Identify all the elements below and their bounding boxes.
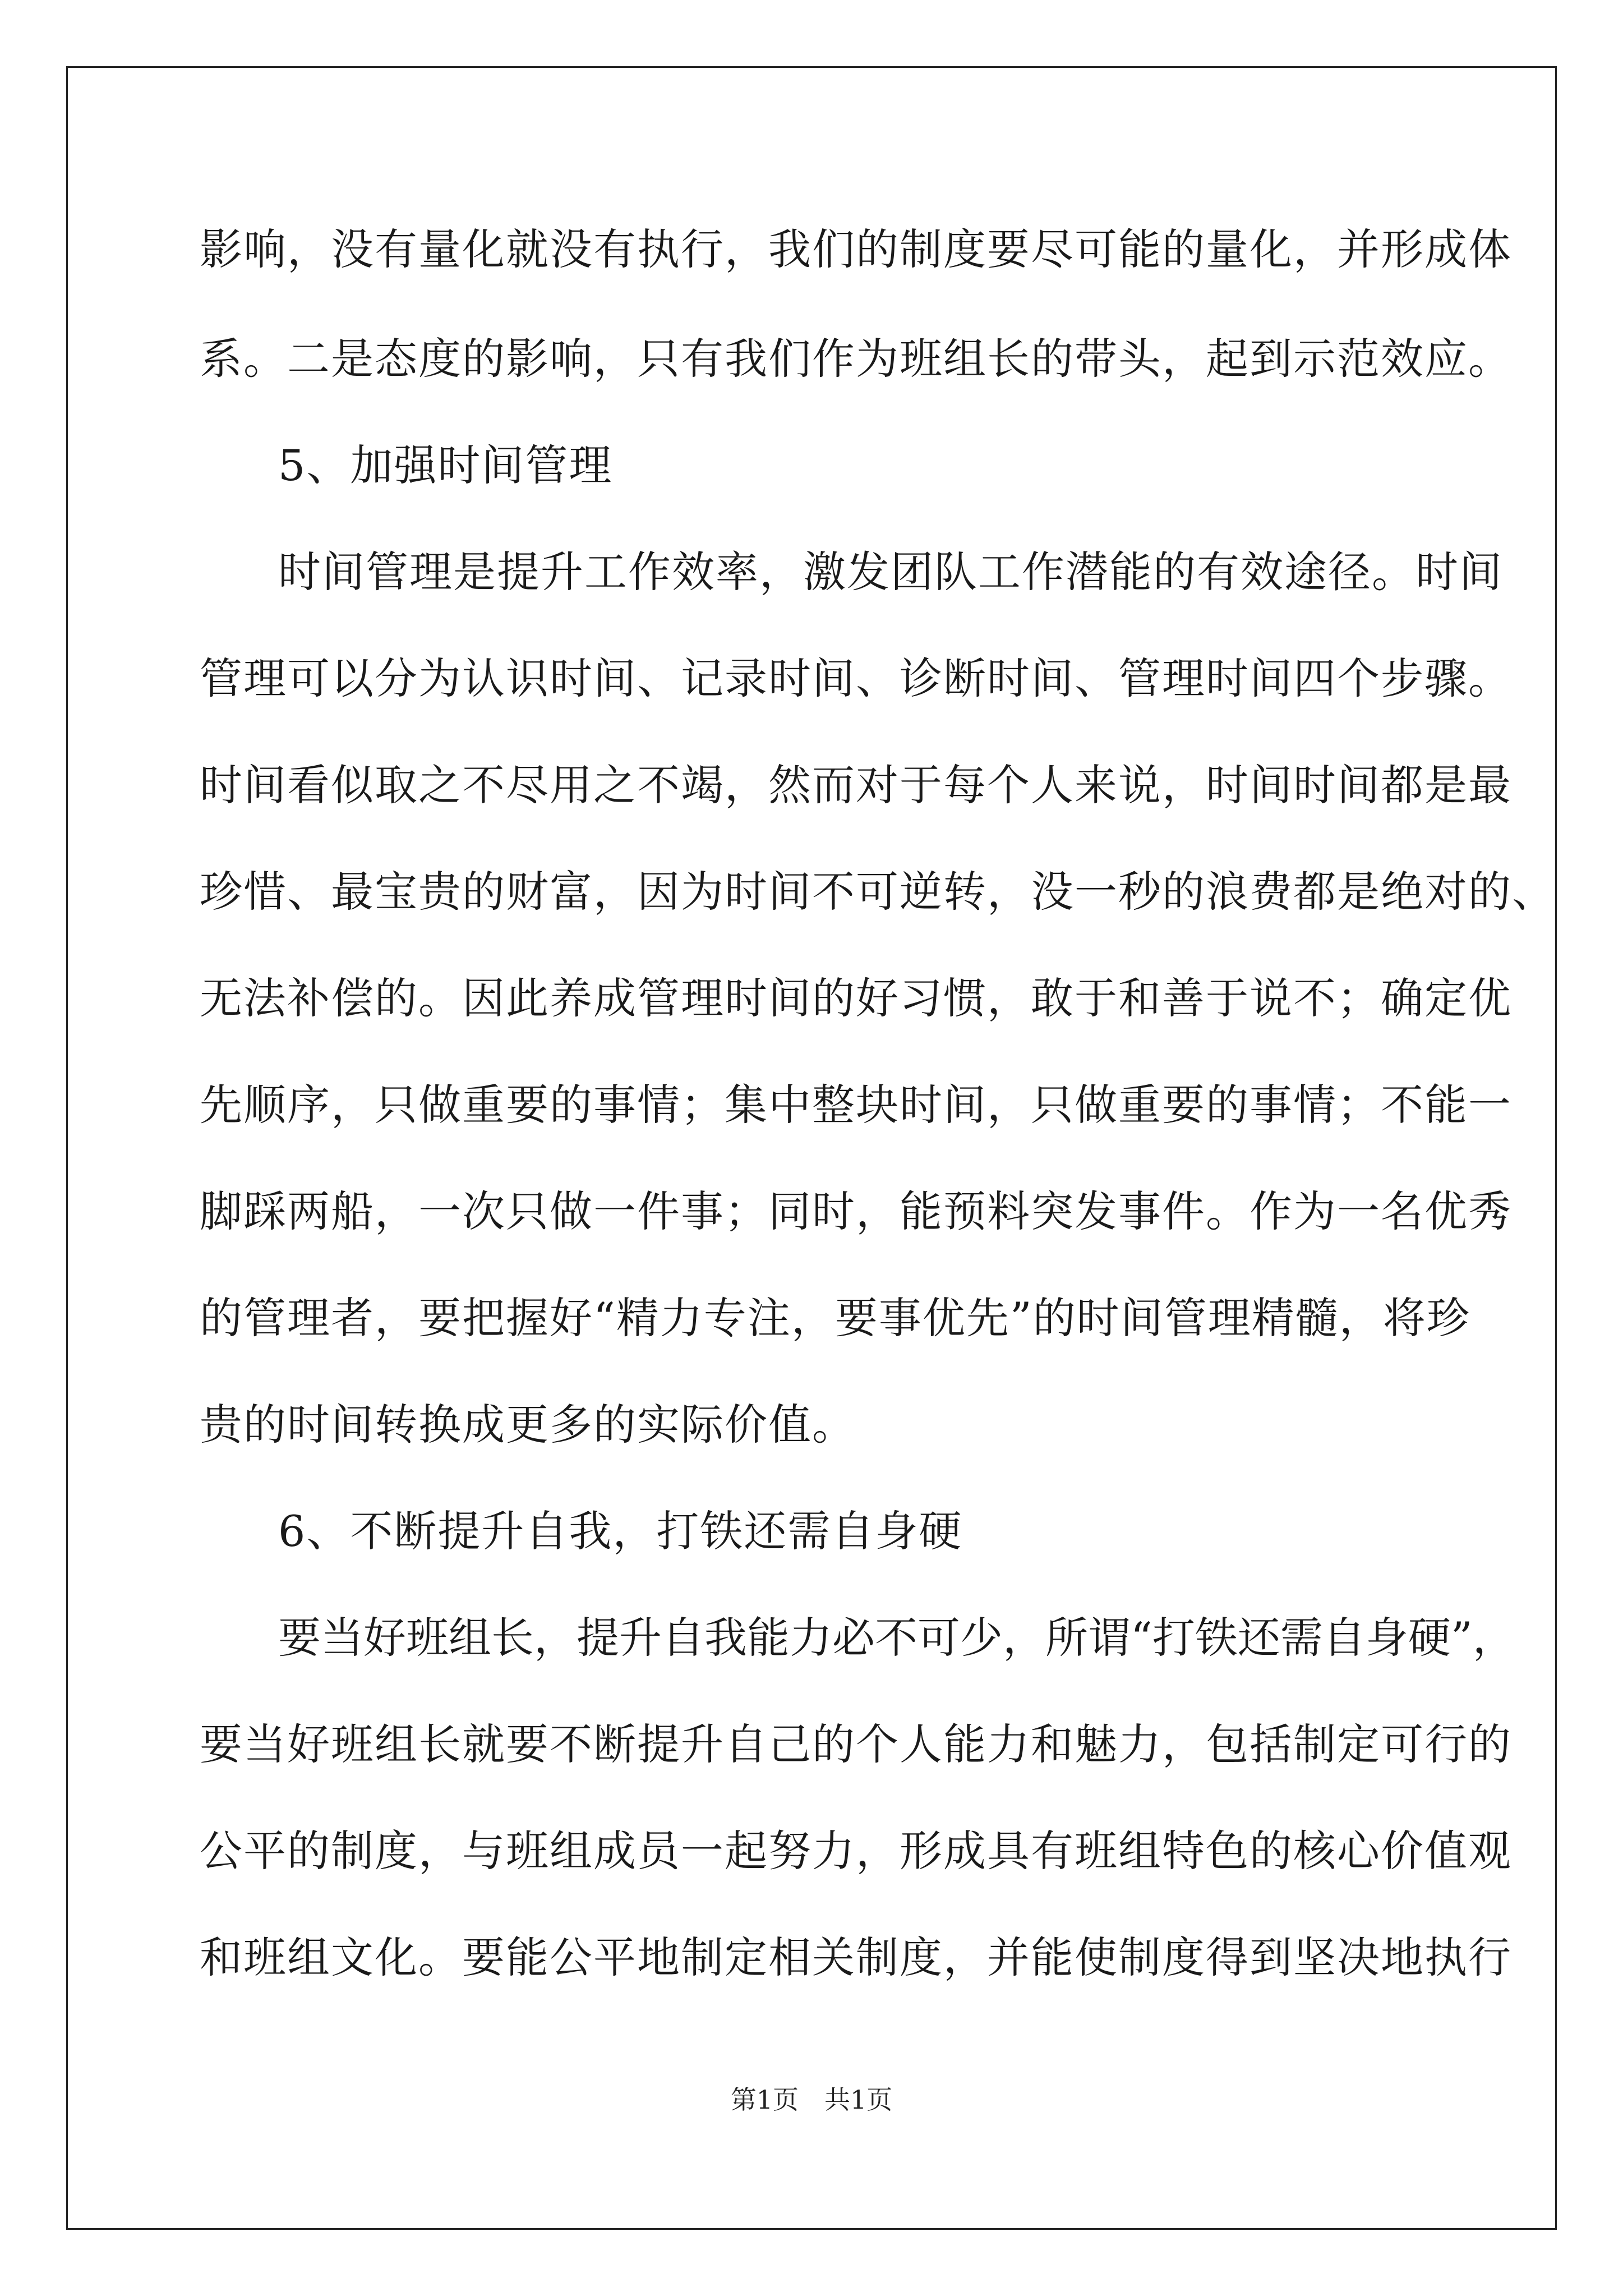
- section-heading-6: 6、不断提升自我，打铁还需自身硬: [278, 1506, 963, 1556]
- section-heading-5: 5、加强时间管理: [278, 440, 613, 490]
- paragraph-line: 的管理者，要把握好“精力专注，要事优先”的时间管理精髓，将珍: [200, 1293, 1470, 1343]
- paragraph-line: 贵的时间转换成更多的实际价值。: [200, 1400, 856, 1450]
- paragraph-line: 要当好班组长，提升自我能力必不可少，所谓“打铁还需自身硬”，: [278, 1613, 1515, 1663]
- paragraph-line: 要当好班组长就要不断提升自己的个人能力和魅力，包括制定可行的: [200, 1719, 1512, 1769]
- paragraph-line: 公平的制度，与班组成员一起努力，形成具有班组特色的核心价值观: [200, 1826, 1512, 1876]
- paragraph-line: 时间管理是提升工作效率，激发团队工作潜能的有效途径。时间: [278, 547, 1503, 597]
- paragraph-line: 脚踩两船，一次只做一件事；同时，能预料突发事件。作为一名优秀: [200, 1186, 1512, 1236]
- paragraph-line: 时间看似取之不尽用之不竭，然而对于每个人来说，时间时间都是最: [200, 760, 1512, 810]
- paragraph-line: 先顺序，只做重要的事情；集中整块时间，只做重要的事情；不能一: [200, 1080, 1512, 1130]
- paragraph-line: 珍惜、最宝贵的财富，因为时间不可逆转，没一秒的浪费都是绝对的、: [200, 867, 1556, 917]
- paragraph-line: 管理可以分为认识时间、记录时间、诊断时间、管理时间四个步骤。: [200, 654, 1512, 703]
- paragraph-line: 影响，没有量化就没有执行，我们的制度要尽可能的量化，并形成体: [200, 224, 1512, 274]
- paragraph-line: 和班组文化。要能公平地制定相关制度，并能使制度得到坚决地执行: [200, 1932, 1512, 1982]
- page-number-footer: 第1页 共1页: [730, 2085, 893, 2115]
- page-border: [66, 66, 1557, 2230]
- paragraph-line: 无法补偿的。因此养成管理时间的好习惯，敢于和善于说不；确定优: [200, 973, 1512, 1023]
- paragraph-line: 系。二是态度的影响，只有我们作为班组长的带头，起到示范效应。: [200, 334, 1512, 384]
